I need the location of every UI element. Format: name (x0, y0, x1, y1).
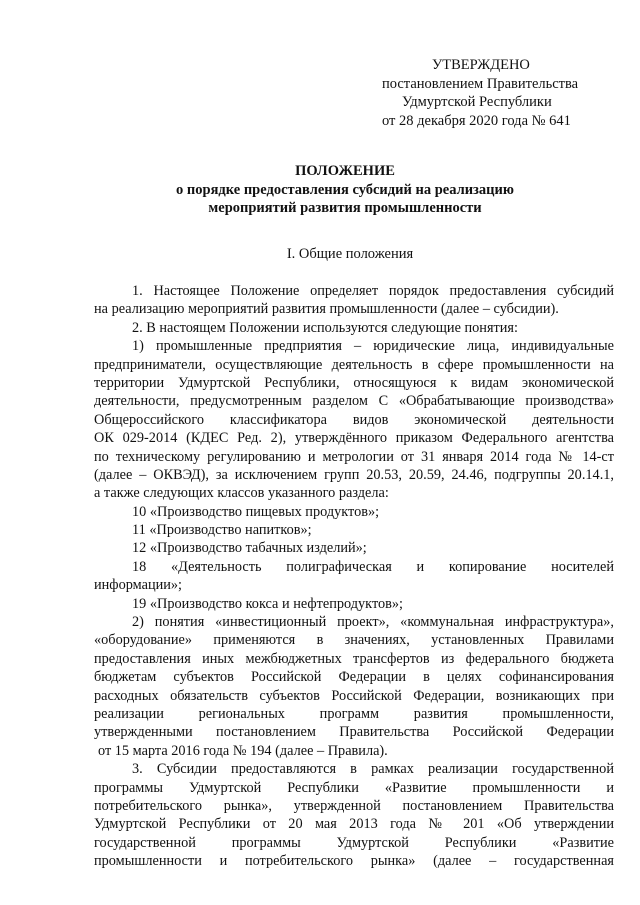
text-line: 1. Настоящее Положение определяет порядок предоставления субсидий (132, 283, 614, 299)
approval-line: постановлением Правительства (382, 75, 579, 92)
text-line: (далее – ОКВЭД), за исключением групп 20.53, 20.59, 24.46, подгруппы 20.14.1, (94, 466, 614, 483)
text-line: 10 «Производство пищевых продуктов»; (132, 503, 380, 520)
document-title (0, 162, 640, 218)
text-line: «оборудование» применяются в значениях, установленных Правилами (94, 632, 614, 649)
text-line: по техническому регулированию и метрологии от 31 января 2014 года № 14-ст (94, 448, 614, 465)
text-line: ОК 029-2014 (КДЕС Ред. 2), утверждённого приказом Федерального агентства (94, 430, 614, 447)
text-line: на реализацию мероприятий развития промышленности (далее – субсидии). (94, 301, 559, 318)
section-heading: I. Общие положения (286, 246, 414, 262)
text-line: информации»; (94, 577, 183, 594)
text-line: 2) понятия «инвестиционный проект», «коммунальная инфраструктура», (132, 614, 614, 631)
text-line: 1) промышленные предприятия – юридические лица, индивидуальные (132, 338, 614, 355)
text-line: государственной программы Удмуртской Республики «Развитие (94, 834, 614, 851)
text-line: 3. Субсидии предоставляются в рамках реализации государственной (132, 761, 614, 778)
text-line: от 15 марта 2016 года № 194 (далее – Правила). (98, 742, 388, 759)
text-line: Общероссийского классификатора видов экономической деятельности (94, 411, 614, 428)
approval-title: УТВЕРЖДЕНО (432, 57, 530, 73)
text-line: 12 «Производство табачных изделий»; (132, 540, 367, 557)
text-line: потребительского рынка», утвержденной постановлением Правительства (94, 797, 614, 814)
text-line: Удмуртской Республики от 20 мая 2013 года № 201 «Об утверждении (94, 816, 614, 833)
text-line: утвержденными постановлением Правительства Российской Федерации (94, 724, 614, 741)
document-title-line: о порядке предоставления субсидий на реализацию (176, 181, 514, 198)
text-line: а также следующих классов указанного раздела: (94, 485, 389, 502)
document-title-line: ПОЛОЖЕНИЕ (295, 163, 395, 179)
text-line: территории Удмуртской Республики, относящуюся к видам экономической (94, 374, 614, 391)
text-line: деятельности, предусмотренным разделом С «Обрабатывающие производства» (94, 393, 614, 410)
approval-block (360, 56, 630, 130)
approval-line: от 28 декабря 2020 года № 641 (382, 112, 571, 129)
text-line: предприниматели, осуществляющие деятельность в сфере промышленности на (94, 356, 614, 373)
text-line: расходных обязательств субъектов Российской Федерации, возникающих при (94, 687, 614, 704)
text-line: промышленности и потребительского рынка» (далее – государственная (94, 853, 614, 870)
text-line: реализации региональных программ развития промышленности, (94, 705, 614, 722)
document-title-line: мероприятий развития промышленности (208, 200, 482, 216)
text-line: программы Удмуртской Республики «Развитие промышленности и (94, 779, 614, 796)
text-line: предоставления иных межбюджетных трансфертов из федерального бюджета (94, 650, 614, 667)
text-line: 19 «Производство кокса и нефтепродуктов»; (132, 595, 404, 612)
text-line: 2. В настоящем Положении используются следующие понятия: (132, 319, 518, 336)
document-body (94, 282, 614, 871)
text-line: бюджетам субъектов Российской Федерации в целях софинансирования (94, 669, 614, 686)
text-line: 18 «Деятельность полиграфическая и копирование носителей (132, 558, 614, 575)
text-line: 11 «Производство напитков»; (132, 522, 312, 539)
approval-line: Удмуртской Республики (402, 94, 552, 110)
